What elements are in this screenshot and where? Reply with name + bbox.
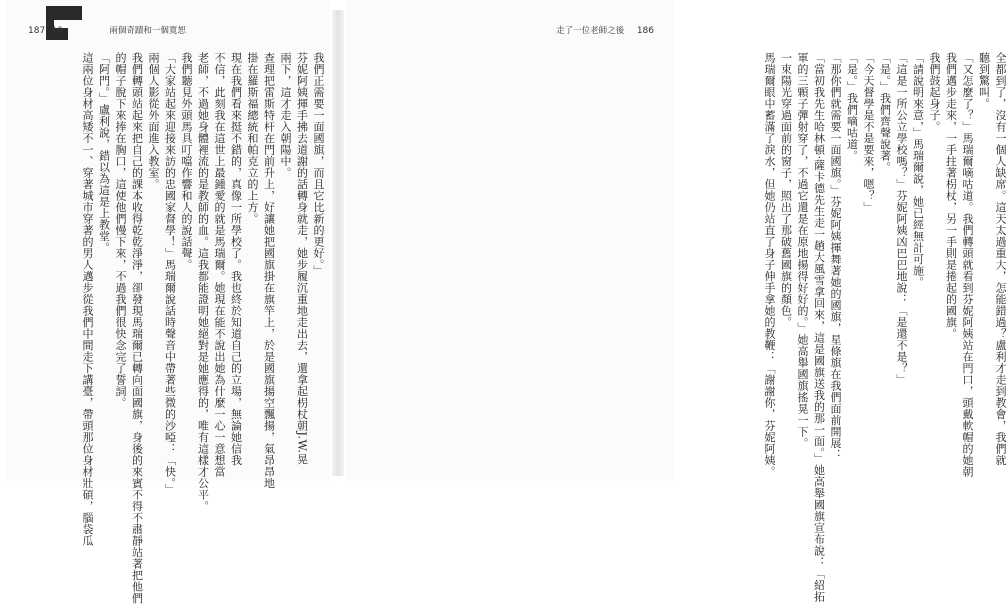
- text-line: 現在我們看來挺不錯的，真像一所學校了。我也終於知道自己的立場，無論她信我: [227, 52, 244, 432]
- text-line: 「請說明來意，」馬瑞爾說，她已經無計可施。: [909, 52, 926, 432]
- text-line: 老師，不過她身體裡流的是教師的血。這我都能證明她絕對是她應得的，唯有這樣才公平。: [194, 52, 211, 432]
- right-page-number: 186: [637, 26, 654, 36]
- text-line: 查理把雷斯特杆在門前升上，好讓她把國旗掛在旗竿上，於是國旗揚空飄揚，氣昂昂地: [260, 52, 277, 432]
- text-line: 一束陽光穿過面前的窗子，照出了那破舊國旗的顏色。: [777, 52, 794, 432]
- left-page-header: [28, 24, 186, 36]
- text-line: 「大家站起來迎接來訪的忠國家督學！」馬瑞爾說話時聲音中帶著些微的沙啞：「快。」: [161, 52, 178, 432]
- left-page-body: [36, 52, 326, 432]
- left-page-number: 187: [28, 26, 45, 36]
- text-line: 這兩位身材高矮不一、穿著城市穿著的男人邁步從我們中間走下講臺，帶頭那位身材壯碩，腦袋瓜: [79, 52, 96, 432]
- left-running-title: 兩個奇蹟和一個寬恕: [109, 26, 186, 36]
- text-line: 聽到驚叫。: [975, 52, 992, 432]
- right-page: [346, 0, 674, 481]
- text-line: 軍的三顆子彈射穿了，不過它還是在原地揚得好好的。」她高舉國旗搖晃一下。: [794, 52, 811, 432]
- right-page-header: [556, 24, 654, 36]
- right-running-title: 走了一位老師之後: [556, 26, 624, 36]
- text-line: 的帽子脫下來捧在胸口，這使他們慢下來，不過我們很快念完了誓詞。: [112, 52, 129, 432]
- text-line: 掛在羅斯福總統和帕克立的上方。: [244, 52, 261, 432]
- text-line: 「是。」我們齊聲說著。: [876, 52, 893, 432]
- text-line: 我們正需要一面國旗，而且它比新的更好。」: [310, 52, 327, 432]
- text-line: 我們鼓起身子。: [926, 52, 943, 432]
- text-line: 「是。」我們嘀咕道。: [843, 52, 860, 432]
- text-line: 我們轉頭站起來把自己的課本收得乾乾淨淨，卻發現馬瑞爾已轉向面國旗，身後的來賓不得不肅靜站著把他們: [128, 52, 145, 432]
- left-page: [6, 0, 330, 481]
- text-line: 我們聽見外頭馬具叮噹作響和人的說話聲。: [178, 52, 195, 432]
- text-line: 「又怎麼了？」馬瑞爾嘀咕道。我們轉頭就看到芬妮阿姨站在門口，頭戴軟帽的她朝: [959, 52, 976, 432]
- text-line: 兩個人影從外面進入教室。: [145, 52, 162, 432]
- text-line: 「這是一所公立學校嗎？」芬妮阿姨凶巴巴地說：「是還不是？」: [893, 52, 910, 432]
- text-line: 「當初我先生哈林頓‧薩卡德先生走一趟大風雪拿回來，這是國旗送我的那一面。」她高舉國旗宣布說：「紹拓: [810, 52, 827, 432]
- text-line: 芬妮阿姨揮手拂去道謝的話轉身就走，她步履沉重地走出去，還拿起枴杖朝J.W.晃: [293, 52, 310, 432]
- text-line: 我們邁步走來，一手拄著枴杖，另一手則是捲起的國旗。: [942, 52, 959, 432]
- chapter-number: 16: [52, 26, 63, 36]
- text-line: 「那你們就需要一面國旗。」芬妮阿姨揮舞著她的國旗，星條旗在我們面前開展：: [827, 52, 844, 432]
- text-line: 兩下，這才走入朝陽中。: [277, 52, 294, 432]
- text-line: 「阿門。」盧利說，錯以為這是上教堂。: [95, 52, 112, 432]
- text-line: 全都到了，沒有一個人缺席。這天太過重大，怎能錯過？盧利才走到教會，我們就: [992, 52, 1008, 432]
- book-gutter: [332, 10, 344, 476]
- text-line: 馬瑞爾眼中蓄滿了淚水，但她仍站直了身子伸手拿她的教鞭：「謝謝你，芬妮阿姨。: [761, 52, 778, 432]
- text-line: 「今天督學是不是要來，嗯？」: [860, 52, 877, 432]
- text-line: 不信，此刻我在這世上最鍾愛的就是馬瑞爾。她現在能不說出她為什麼一心一意想當: [211, 52, 228, 432]
- right-page-body: [702, 52, 1008, 432]
